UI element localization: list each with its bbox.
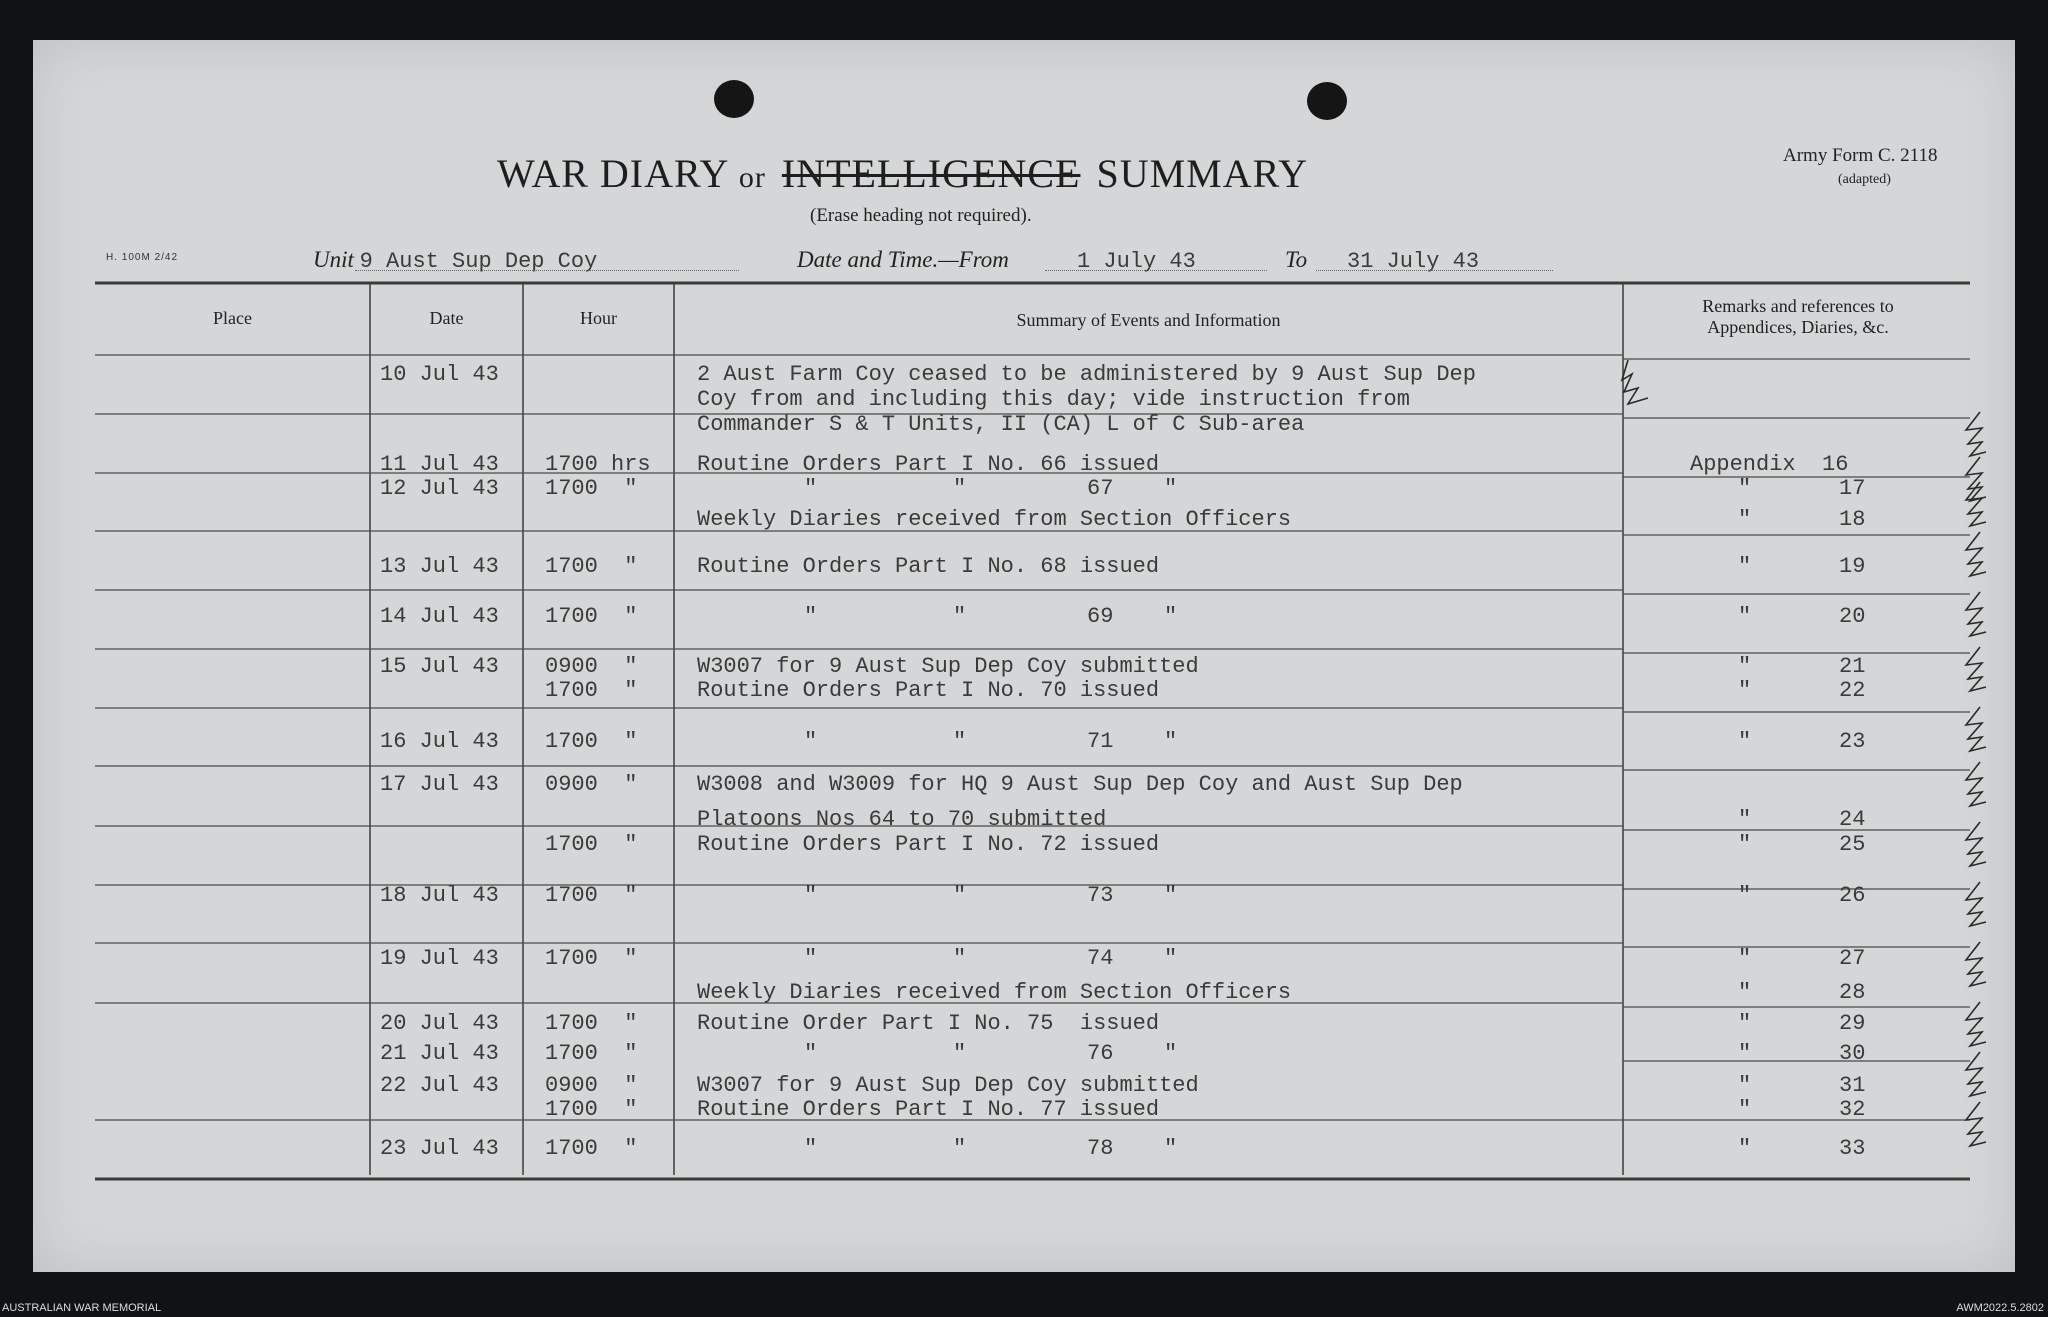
army-form-number: Army Form C. 2118 [1783, 145, 1938, 166]
ditto-mark: " [953, 1041, 967, 1066]
ref-ditto-mark: " [1738, 554, 1752, 579]
entry-number: 73 [1087, 883, 1114, 908]
col-head-summary: Summary of Events and Information [1016, 310, 1281, 330]
ref-ditto-mark: " [1738, 678, 1752, 703]
entry-text: Routine Orders Part I No. 77 issued [697, 1097, 1160, 1122]
entry-ref: 19 [1839, 554, 1866, 579]
entry-date: 14 Jul 43 [380, 604, 499, 629]
entry-text: Routine Orders Part I No. 72 issued [697, 832, 1160, 857]
footer-accession: AWM2022.5.2802 [1956, 1302, 2044, 1314]
col-head-place: Place [213, 308, 252, 328]
entry-ref: 30 [1839, 1041, 1866, 1066]
entry-ref: 25 [1839, 832, 1866, 857]
entry-ref: 22 [1839, 678, 1866, 703]
entry-number: 78 [1087, 1136, 1114, 1161]
entry-ref: 17 [1839, 476, 1866, 501]
entry-hour: 1700 " [545, 1097, 638, 1122]
ditto-mark: " [1164, 1041, 1178, 1066]
entry-ref: Appendix 16 [1690, 452, 1849, 477]
punch-hole-left [714, 80, 754, 118]
entry-hour: 1700 " [545, 554, 638, 579]
entry-text: Platoons Nos 64 to 70 submitted [697, 807, 1107, 832]
col-head-remarks: Remarks and references to Appendices, Diaries, &c. [1702, 296, 1894, 337]
punch-hole-right [1307, 82, 1347, 120]
ref-ditto-mark: " [1738, 476, 1752, 501]
entry-hour: 1700 hrs [545, 452, 651, 477]
entry-ref: 31 [1839, 1073, 1866, 1098]
ref-ditto-mark: " [1738, 946, 1752, 971]
entry-ref: 21 [1839, 654, 1866, 679]
entry-date: 19 Jul 43 [380, 946, 499, 971]
unit-underline [355, 269, 739, 271]
entry-hour: 0900 " [545, 654, 638, 679]
entry-ref: 32 [1839, 1097, 1866, 1122]
entry-date: 20 Jul 43 [380, 1011, 499, 1036]
entry-ref: 23 [1839, 729, 1866, 754]
entry-text: Routine Orders Part I No. 66 issued [697, 452, 1160, 477]
ditto-mark: " [804, 729, 818, 754]
entry-number: 67 [1087, 476, 1114, 501]
entry-text: Routine Orders Part I No. 68 issued [697, 554, 1160, 579]
entry-hour: 1700 " [545, 604, 638, 629]
entry-text: Weekly Diaries received from Section Officers [697, 980, 1292, 1005]
ditto-mark: " [804, 604, 818, 629]
ditto-mark: " [1164, 476, 1178, 501]
ditto-mark: " [953, 1136, 967, 1161]
entry-hour: 1700 " [545, 729, 638, 754]
ditto-mark: " [1164, 604, 1178, 629]
entry-date: 23 Jul 43 [380, 1136, 499, 1161]
entry-hour: 1700 " [545, 1041, 638, 1066]
entry-text: Weekly Diaries received from Section Officers [697, 507, 1292, 532]
ref-ditto-mark: " [1738, 832, 1752, 857]
entry-ref: 20 [1839, 604, 1866, 629]
print-code: H. 100M 2/42 [106, 252, 179, 263]
ditto-mark: " [804, 476, 818, 501]
struck-heading: INTELLIGENCE [781, 151, 1081, 196]
ditto-mark: " [804, 946, 818, 971]
entry-ref: 28 [1839, 980, 1866, 1005]
ditto-mark: " [953, 883, 967, 908]
ditto-mark: " [1164, 883, 1178, 908]
entry-hour: 1700 " [545, 832, 638, 857]
entry-text: Routine Orders Part I No. 70 issued [697, 678, 1160, 703]
entry-ref: 27 [1839, 946, 1866, 971]
ref-ditto-mark: " [1738, 883, 1752, 908]
entry-hour: 1700 " [545, 883, 638, 908]
entry-date: 17 Jul 43 [380, 772, 499, 797]
date-field: Date and Time.—From [797, 247, 1009, 272]
ref-ditto-mark: " [1738, 1073, 1752, 1098]
ref-ditto-mark: " [1738, 980, 1752, 1005]
ref-ditto-mark: " [1738, 1136, 1752, 1161]
ref-ditto-mark: " [1738, 1041, 1752, 1066]
entry-date: 13 Jul 43 [380, 554, 499, 579]
col-head-hour: Hour [580, 308, 617, 328]
entry-date: 10 Jul 43 [380, 362, 499, 387]
entry-ref: 29 [1839, 1011, 1866, 1036]
entry-text: W3008 and W3009 for HQ 9 Aust Sup Dep Coy and Aust Sup Dep [697, 772, 1463, 797]
entry-text: W3007 for 9 Aust Sup Dep Coy submitted [697, 654, 1199, 679]
entry-number: 76 [1087, 1041, 1114, 1066]
ditto-mark: " [1164, 1136, 1178, 1161]
ref-ditto-mark: " [1738, 507, 1752, 532]
col-head-date: Date [429, 308, 464, 328]
ditto-mark: " [804, 883, 818, 908]
ref-ditto-mark: " [1738, 1011, 1752, 1036]
entry-date: 12 Jul 43 [380, 476, 499, 501]
entry-date: 16 Jul 43 [380, 729, 499, 754]
entry-number: 69 [1087, 604, 1114, 629]
ditto-mark: " [804, 1136, 818, 1161]
ditto-mark: " [1164, 729, 1178, 754]
entry-text: Routine Order Part I No. 75 issued [697, 1011, 1160, 1036]
footer-archive: AUSTRALIAN WAR MEMORIAL [2, 1302, 162, 1314]
ditto-mark: " [953, 604, 967, 629]
ditto-mark: " [1164, 946, 1178, 971]
to-underline [1316, 269, 1553, 271]
entry-date: 15 Jul 43 [380, 654, 499, 679]
ditto-mark: " [953, 729, 967, 754]
entry-ref: 24 [1839, 807, 1866, 832]
ref-ditto-mark: " [1738, 654, 1752, 679]
entry-date: 18 Jul 43 [380, 883, 499, 908]
entry-hour: 1700 " [545, 1136, 638, 1161]
ref-ditto-mark: " [1738, 807, 1752, 832]
entry-hour: 1700 " [545, 476, 638, 501]
form-title: WAR DIARY or INTELLIGENCE SUMMARY [497, 151, 1308, 196]
entry-text: W3007 for 9 Aust Sup Dep Coy submitted [697, 1073, 1199, 1098]
entry-ref: 18 [1839, 507, 1866, 532]
from-value: 1 July 43 [1077, 249, 1196, 274]
erase-note: (Erase heading not required). [810, 205, 1032, 226]
ref-ditto-mark: " [1738, 1097, 1752, 1122]
ditto-mark: " [804, 1041, 818, 1066]
entry-hour: 1700 " [545, 678, 638, 703]
entry-number: 71 [1087, 729, 1114, 754]
entry-ref: 33 [1839, 1136, 1866, 1161]
ref-ditto-mark: " [1738, 604, 1752, 629]
entry-text: 2 Aust Farm Coy ceased to be administered by 9 Aust Sup Dep Coy from and including this day; vide instruction from Commander S & T Units, II (CA) L of C Sub-area [697, 362, 1476, 437]
to-field: To [1285, 247, 1308, 272]
unit-field: Unit 9 Aust Sup Dep Coy [313, 247, 598, 274]
from-underline [1045, 269, 1267, 271]
ditto-mark: " [953, 946, 967, 971]
army-form-adapted: (adapted) [1838, 172, 1891, 187]
to-value: 31 July 43 [1347, 249, 1480, 274]
ref-ditto-mark: " [1738, 729, 1752, 754]
entry-date: 22 Jul 43 [380, 1073, 499, 1098]
entry-date: 21 Jul 43 [380, 1041, 499, 1066]
entry-hour: 1700 " [545, 1011, 638, 1036]
entry-date: 11 Jul 43 [380, 452, 499, 477]
entry-hour: 0900 " [545, 1073, 638, 1098]
ditto-mark: " [953, 476, 967, 501]
unit-value: 9 Aust Sup Dep Coy [359, 249, 598, 274]
entry-ref: 26 [1839, 883, 1866, 908]
entry-hour: 1700 " [545, 946, 638, 971]
entry-hour: 0900 " [545, 772, 638, 797]
entry-number: 74 [1087, 946, 1114, 971]
